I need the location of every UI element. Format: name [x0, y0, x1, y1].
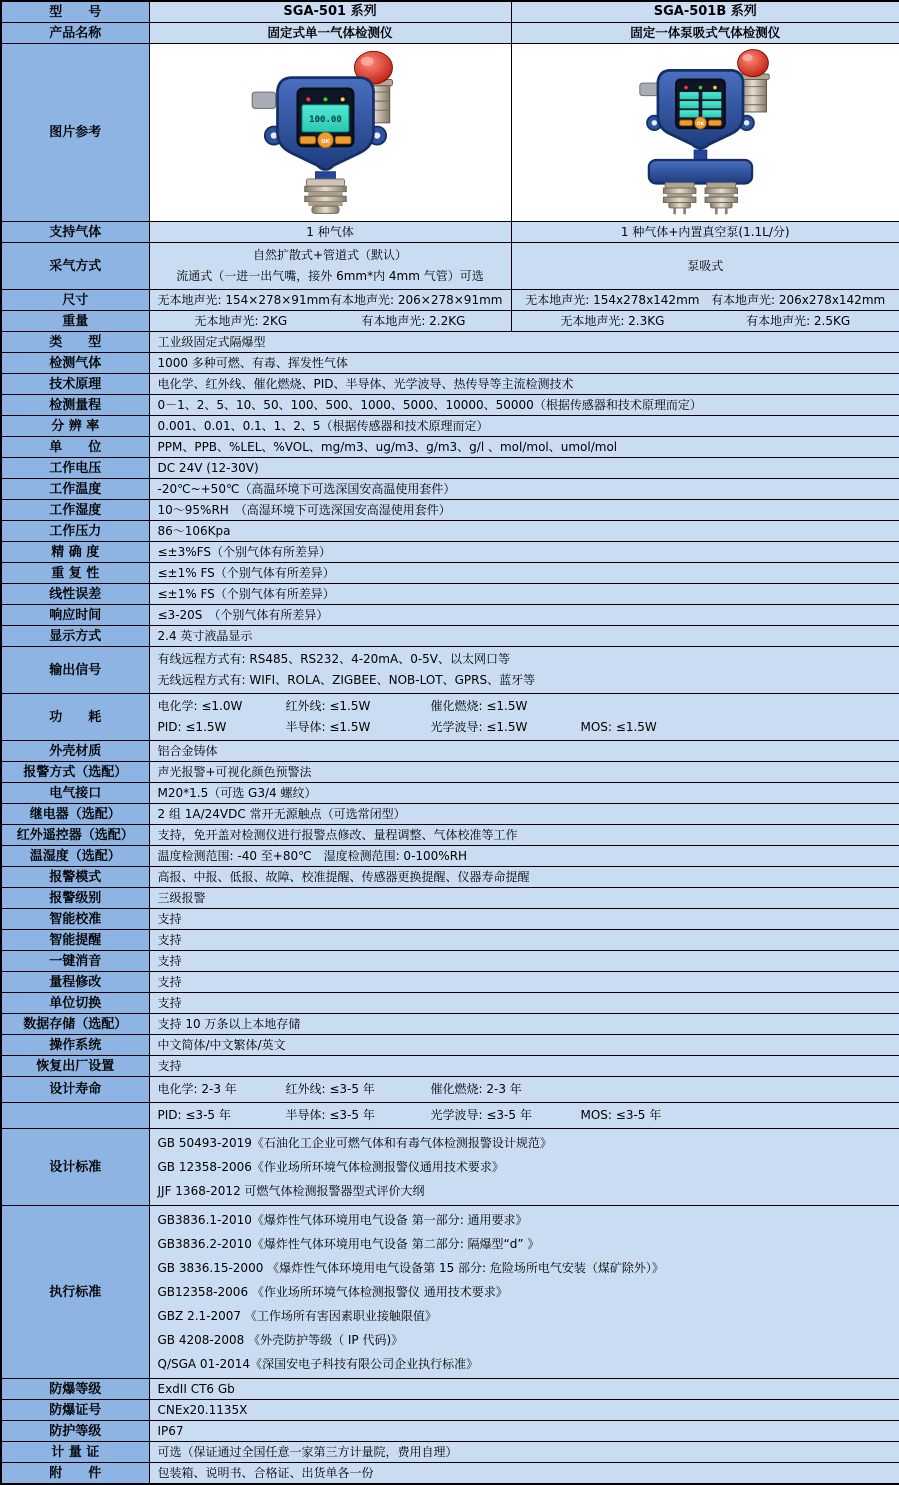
row-value: 支持，免开盖对检测仪进行报警点修改、量程调整、气体校准等工作: [149, 825, 899, 846]
weight-col1: [149, 311, 511, 332]
spec-row-response: [1, 605, 899, 626]
row-label: 单 位: [1, 437, 149, 458]
spec-row-alarm-method: [1, 762, 899, 783]
exec-std-line: GB12358-2006 《作业场所环境气体检测报警仪 通用技术要求》: [157, 1285, 508, 1299]
row-value: CNEx20.1135X: [149, 1400, 899, 1421]
lcd-reading: 100.00: [309, 114, 342, 125]
spec-row-housing: [1, 741, 899, 762]
size-col1-a: 无本地声光: 154×278×91mm: [157, 293, 330, 307]
left-button: [300, 136, 315, 143]
spec-row-display: [1, 626, 899, 647]
row-value: 10～95%RH （高湿环境下可选深国安高湿使用套件）: [149, 500, 899, 521]
row-label: 工作湿度: [1, 500, 149, 521]
size-col1: [149, 290, 511, 311]
model-col1: SGA-501 系列: [149, 1, 511, 23]
output-wired: 有线远程方式有: RS485、RS232、4-20mA、0-5V、以太网口等: [157, 652, 511, 666]
weight-col2: [511, 311, 899, 332]
spec-row-lifetime: [1, 1077, 899, 1103]
row-value: 支持: [149, 951, 899, 972]
spec-row-power: [1, 694, 899, 741]
row-value: 支持: [149, 1056, 899, 1077]
life-semi: 半导体: ≤3-5 年: [285, 1108, 375, 1122]
spec-row-relay: [1, 804, 899, 825]
row-label: 智能提醒: [1, 930, 149, 951]
row-value: 铝合金铸体: [149, 741, 899, 762]
row-label: 重 复 性: [1, 563, 149, 584]
pump-gas-detector-image: [605, 45, 805, 221]
led-fault: [341, 97, 345, 101]
exec-std-line: GB3836.2-2010《爆炸性气体环境用电气设备 第二部分: 隔爆型“d” 》: [157, 1237, 540, 1251]
spec-row-range: [1, 395, 899, 416]
design-std-line: GB 12358-2006《作业场所环境气体检测报警仪通用技术要求》: [157, 1160, 504, 1174]
right-device-cell: [511, 44, 899, 222]
row-label: 功 耗: [1, 694, 149, 741]
row-value: ExdII CT6 Gb: [149, 1379, 899, 1400]
led-power: [323, 97, 327, 101]
row-value: 支持: [149, 972, 899, 993]
row-label: 工作压力: [1, 521, 149, 542]
spec-row-accuracy: [1, 542, 899, 563]
row-value: 高报、中报、低报、故障、校准提醒、传感器更换提醒、仪器寿命提醒: [149, 867, 899, 888]
ok-button-label: OK: [321, 138, 330, 145]
pump-base: [649, 159, 752, 183]
pump-detector-illustration: [605, 45, 805, 217]
life-optical: 光学波导: ≤3-5 年: [430, 1108, 532, 1122]
led-alarm: [306, 97, 310, 101]
conduit-port-icon: [252, 92, 276, 108]
exec-std-line: GB 3836.15-2000 《爆炸性气体环境用电气设备第 15 部分: 危险场所电气安装（煤矿除外）》: [157, 1261, 664, 1275]
design-std-line: JJF 1368-2012 可燃气体检测报警器型式评价大纲: [157, 1184, 425, 1198]
row-label: 恢复出厂设置: [1, 1056, 149, 1077]
row-value: -20℃~+50℃（高温环境下可选深国安高温使用套件）: [149, 479, 899, 500]
row-label: 响应时间: [1, 605, 149, 626]
size-row: [1, 290, 899, 311]
row-value: 声光报警+可视化颜色预警法: [149, 762, 899, 783]
row-value: 0－1、2、5、10、50、100、500、1000、5000、10000、50000（根据传感器和技术原理而定）: [149, 395, 899, 416]
power-line1: [158, 696, 892, 717]
product-col2: 固定一体泵吸式气体检测仪: [511, 23, 899, 44]
row-label: 报警方式（选配）: [1, 762, 149, 783]
row-value: DC 24V (12-30V): [149, 458, 899, 479]
power-pid: PID: ≤1.5W: [157, 720, 227, 734]
row-value: ≤3-20S （个别气体有所差异）: [149, 605, 899, 626]
output-wireless: 无线远程方式有: WIFI、ROLA、ZIGBEE、NOB-LOT、GPRS、蓝牙等: [157, 673, 536, 687]
weight-row: [1, 311, 899, 332]
row-label: 输出信号: [1, 647, 149, 694]
left-button: [680, 120, 693, 125]
spec-row-port: [1, 783, 899, 804]
spec-row-principle: [1, 374, 899, 395]
life-ir: 红外线: ≤3-5 年: [285, 1082, 375, 1096]
row-value: 支持: [149, 909, 899, 930]
spec-row-accessories: [1, 1463, 899, 1485]
spec-row-resolution: [1, 416, 899, 437]
spec-row-range-modify: [1, 972, 899, 993]
spec-row-alarm-mode: [1, 867, 899, 888]
model-row: [1, 1, 899, 23]
row-label: 报警模式: [1, 867, 149, 888]
row-label: 防爆证号: [1, 1400, 149, 1421]
left-device-cell: [149, 44, 511, 222]
row-label: 智能校准: [1, 909, 149, 930]
row-label: 显示方式: [1, 626, 149, 647]
row-label: 外壳材质: [1, 741, 149, 762]
row-label-gas: 支持气体: [1, 222, 149, 243]
row-label: 工作电压: [1, 458, 149, 479]
power-mos: MOS: ≤1.5W: [580, 720, 657, 734]
exec-std-line: GB3836.1-2010《爆炸性气体环境用电气设备 第一部分: 通用要求》: [157, 1213, 528, 1227]
row-label-product: 产品名称: [1, 23, 149, 44]
gas-col2: 1 种气体+内置真空泵(1.1L/分): [511, 222, 899, 243]
row-value: ≤±1% FS（个别气体有所差异）: [149, 563, 899, 584]
sampling-col1: [149, 243, 511, 290]
weight-col1-b: 有本地声光: 2.2KG: [361, 314, 466, 328]
lifetime-line2: [158, 1105, 892, 1126]
row-value: IP67: [149, 1421, 899, 1442]
power-line2: [158, 717, 892, 738]
led-alarm: [684, 85, 688, 89]
life-ec: 电化学: 2-3 年: [157, 1082, 237, 1096]
row-label: 红外遥控器（选配）: [1, 825, 149, 846]
row-label: 继电器（选配）: [1, 804, 149, 825]
sampling-line1: 自然扩散式+管道式（默认）: [252, 248, 408, 262]
row-label: 电气接口: [1, 783, 149, 804]
row-value: 0.001、0.01、0.1、1、2、5（根据传感器和技术原理而定）: [149, 416, 899, 437]
spec-row-storage: [1, 1014, 899, 1035]
spec-row-alarm-level: [1, 888, 899, 909]
spec-row-smart-remind: [1, 930, 899, 951]
pump-inlet-left: [664, 182, 697, 214]
sampling-line2: 流通式（一进一出气嘴，接外 6mm*内 4mm 气管）可选: [176, 269, 484, 283]
row-label: 检测量程: [1, 395, 149, 416]
spec-row-design-std: [1, 1129, 899, 1206]
power-ir: 红外线: ≤1.5W: [285, 699, 371, 713]
image-row: [1, 44, 899, 222]
row-label: 执行标准: [1, 1206, 149, 1379]
row-label: 一键消音: [1, 951, 149, 972]
sensor-head-icon: [305, 178, 347, 212]
size-col2-a: 无本地声光: 154x278x142mm: [525, 293, 700, 307]
row-value: 2 组 1A/24VDC 常开无源触点（可选常闭型）: [149, 804, 899, 825]
power-ec: 电化学: ≤1.0W: [157, 699, 243, 713]
spec-row-factory-reset: [1, 1056, 899, 1077]
right-button: [709, 120, 722, 125]
spec-row-smart-cal: [1, 909, 899, 930]
detector-illustration: [230, 45, 430, 217]
sampling-row: [1, 243, 899, 290]
spec-row-type: [1, 332, 899, 353]
row-label: 报警级别: [1, 888, 149, 909]
exec-std-line: GB 4208-2008 《外壳防护等级（ IP 代码)》: [157, 1333, 404, 1347]
life-pid: PID: ≤3-5 年: [157, 1108, 231, 1122]
row-label-weight: 重量: [1, 311, 149, 332]
power-semi: 半导体: ≤1.5W: [285, 720, 371, 734]
row-value: 三级报警: [149, 888, 899, 909]
size-col2: [511, 290, 899, 311]
row-value: ≤±3%FS（个别气体有所差异）: [149, 542, 899, 563]
spec-row-metrology: [1, 1442, 899, 1463]
row-value: 电化学、红外线、催化燃烧、PID、半导体、光学波导、热传导等主流检测技术: [149, 374, 899, 395]
spec-row-temperature: [1, 479, 899, 500]
led-fault: [713, 85, 717, 89]
row-value: 2.4 英寸液晶显示: [149, 626, 899, 647]
right-button: [335, 136, 350, 143]
row-value: [149, 694, 899, 741]
row-label: 防护等级: [1, 1421, 149, 1442]
power-optical: 光学波导: ≤1.5W: [430, 720, 528, 734]
row-value: PPM、PPB、%LEL、%VOL、mg/m3、ug/m3、g/m3、g/l 、mol/mol、umol/mol: [149, 437, 899, 458]
row-value: [149, 1206, 899, 1379]
spec-row-unit-switch: [1, 993, 899, 1014]
power-cat: 催化燃烧: ≤1.5W: [430, 699, 528, 713]
single-gas-detector-image: [230, 45, 430, 221]
led-power: [699, 85, 703, 89]
row-label: 精 确 度: [1, 542, 149, 563]
life-cat: 催化燃烧: 2-3 年: [430, 1082, 522, 1096]
life-mos: MOS: ≤3-5 年: [580, 1108, 662, 1122]
row-label: 数据存储（选配）: [1, 1014, 149, 1035]
spec-row-mute: [1, 951, 899, 972]
model-col2: SGA-501B 系列: [511, 1, 899, 23]
row-label: 检测气体: [1, 353, 149, 374]
row-value: ≤±1% FS（个别气体有所差异）: [149, 584, 899, 605]
row-label-model: 型 号: [1, 1, 149, 23]
spec-row-ip: [1, 1421, 899, 1442]
spec-row-lifetime2: [1, 1103, 899, 1129]
row-value: [149, 1103, 899, 1129]
spec-row-humidity: [1, 500, 899, 521]
weight-col2-b: 有本地声光: 2.5KG: [746, 314, 851, 328]
row-value: 中文简体/中文繁体/英文: [149, 1035, 899, 1056]
ok-button-label: OK: [697, 121, 705, 127]
spec-row-output: [1, 647, 899, 694]
design-std-line: GB 50493-2019《石油化工企业可燃气体和有毒气体检测报警设计规范》: [157, 1136, 552, 1150]
row-value: 86～106Kpa: [149, 521, 899, 542]
product-col1: 固定式单一气体检测仪: [149, 23, 511, 44]
row-value: 工业级固定式隔爆型: [149, 332, 899, 353]
exec-std-line: Q/SGA 01-2014《深国安电子科技有限公司企业执行标准》: [157, 1357, 479, 1371]
spec-row-gases: [1, 353, 899, 374]
spec-row-linearity: [1, 584, 899, 605]
spec-row-temp-hum: [1, 846, 899, 867]
row-label: 计 量 证: [1, 1442, 149, 1463]
pump-inlet-right: [705, 182, 738, 214]
row-label: 附 件: [1, 1463, 149, 1485]
row-value: 支持: [149, 993, 899, 1014]
spec-row-repeatability: [1, 563, 899, 584]
row-label: 温湿度（选配）: [1, 846, 149, 867]
spec-row-exec-std: [1, 1206, 899, 1379]
row-label: 线性误差: [1, 584, 149, 605]
row-value: [149, 1129, 899, 1206]
spec-row-unit: [1, 437, 899, 458]
row-label-size: 尺寸: [1, 290, 149, 311]
row-value: 支持: [149, 930, 899, 951]
row-label: 量程修改: [1, 972, 149, 993]
row-value: M20*1.5（可选 G3/4 螺纹）: [149, 783, 899, 804]
row-label-empty: [1, 1103, 149, 1129]
exec-std-line: GBZ 2.1-2007 《工作场所有害因素职业接触限值》: [157, 1309, 437, 1323]
spec-row-exproof: [1, 1379, 899, 1400]
product-name-row: [1, 23, 899, 44]
row-value: 1000 多种可燃、有毒、挥发性气体: [149, 353, 899, 374]
row-label: 防爆等级: [1, 1379, 149, 1400]
spec-row-voltage: [1, 458, 899, 479]
weight-col1-a: 无本地声光: 2KG: [194, 314, 288, 328]
row-label: 类 型: [1, 332, 149, 353]
size-col2-b: 有本地声光: 206x278x142mm: [711, 293, 886, 307]
gas-col1: 1 种气体: [149, 222, 511, 243]
row-label-sampling: 采气方式: [1, 243, 149, 290]
spec-row-pressure: [1, 521, 899, 542]
row-label: 操作系统: [1, 1035, 149, 1056]
row-value: 包装箱、说明书、合格证、出货单各一份: [149, 1463, 899, 1485]
row-value: 可选（保证通过全国任意一家第三方计量院，费用自理）: [149, 1442, 899, 1463]
row-label: 设计标准: [1, 1129, 149, 1206]
lifetime-line1: [158, 1079, 892, 1100]
weight-col2-a: 无本地声光: 2.3KG: [560, 314, 665, 328]
row-label: 分 辨 率: [1, 416, 149, 437]
row-label-images: 图片参考: [1, 44, 149, 222]
spec-row-remote: [1, 825, 899, 846]
row-label: 工作温度: [1, 479, 149, 500]
spec-row-os: [1, 1035, 899, 1056]
row-label: 设计寿命: [1, 1077, 149, 1103]
row-value: 支持 10 万条以上本地存储: [149, 1014, 899, 1035]
row-value: [149, 647, 899, 694]
gas-support-row: [1, 222, 899, 243]
row-value: 温度检测范围: -40 至+80℃ 湿度检测范围: 0-100%RH: [149, 846, 899, 867]
spec-row-cert: [1, 1400, 899, 1421]
sampling-col2: 泵吸式: [511, 243, 899, 290]
row-value: [149, 1077, 899, 1103]
row-label: 技术原理: [1, 374, 149, 395]
row-label: 单位切换: [1, 993, 149, 1014]
size-col1-b: 有本地声光: 206×278×91mm: [330, 293, 503, 307]
